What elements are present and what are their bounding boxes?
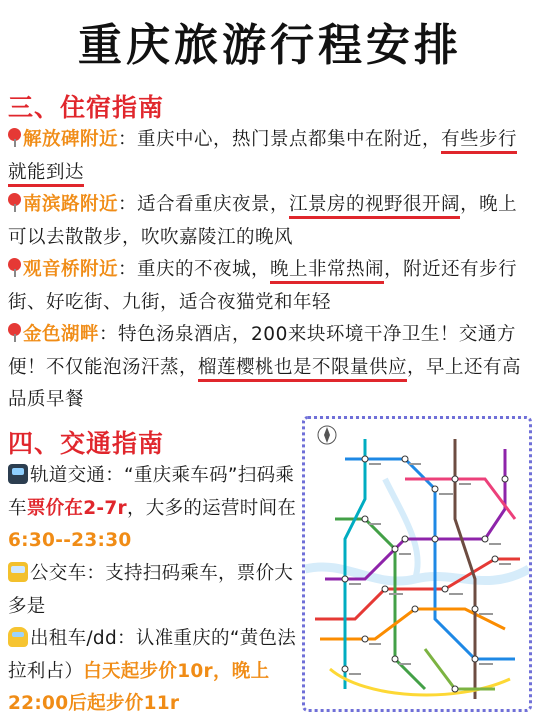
transport-metro [8,460,298,558]
highlight-text: 江景房的视野很开阔 [289,194,460,219]
metro-text-2: ，大多的运营时间在 [126,497,297,519]
description-tail: ，附近还有步行街、好吃街、九街，适合夜猫党和年轻 [8,259,518,313]
description: 特色汤泉酒店，200来块环境干净卫生！交通方便！不仅能泡汤汗蒸， [8,324,516,378]
taxi-icon [8,627,28,647]
metro-map-graphic [305,419,529,709]
separator: ： [118,129,138,150]
transport-bus [8,558,298,623]
place-name: 金色湖畔 [23,324,100,345]
metro-hours: 6:30--23:30 [8,530,132,551]
highlight-text: 晚上非常热闹 [270,259,384,284]
accommodation-item [8,319,534,417]
accommodation-item [8,254,534,319]
bus-text: 公交车：支持扫码乘车，票价大多是 [8,563,294,617]
location-pin-icon [8,323,21,342]
taxi-price: 白天起步价10r，晚上22:00后起步价11r [8,660,270,714]
separator: ： [118,194,138,215]
location-pin-icon [8,258,21,277]
place-name: 解放碑附近 [23,129,119,150]
bus-icon [8,562,28,582]
transport-taxi [8,623,298,720]
accommodation-item [8,124,534,189]
separator: ： [118,259,138,280]
description: 重庆中心，热门景点都集中在附近， [137,129,442,150]
metro-price: 票价在2-7r [26,497,127,519]
description: 重庆的不夜城， [137,259,271,280]
highlight-text: 有些步行就能到达 [8,129,517,187]
page-title: 重庆旅游行程安排 [78,20,462,71]
metro-map-image [302,416,532,712]
place-name: 观音桥附近 [23,259,119,280]
metro-icon [8,464,28,484]
description: 适合看重庆夜景， [137,194,290,215]
taxi-text: 出租车/dd：认准重庆的“黄色法拉利占） [8,628,297,682]
location-pin-icon [8,128,21,147]
separator: ： [99,324,119,345]
place-name: 南滨路附近 [23,194,119,215]
description-tail: ，晚上可以去散散步，吹吹嘉陵江的晚风 [8,194,518,248]
transport-heading: 四、交通指南 [8,429,165,458]
description-tail: ，早上还有高品质早餐 [8,356,522,410]
location-pin-icon [8,193,21,212]
metro-text: 轨道交通：“重庆乘车码”扫码乘车 [8,465,295,519]
accommodation-item [8,189,534,254]
accommodation-heading: 三、住宿指南 [8,93,165,122]
highlight-text: 榴莲樱桃也是不限量供应 [198,357,407,382]
